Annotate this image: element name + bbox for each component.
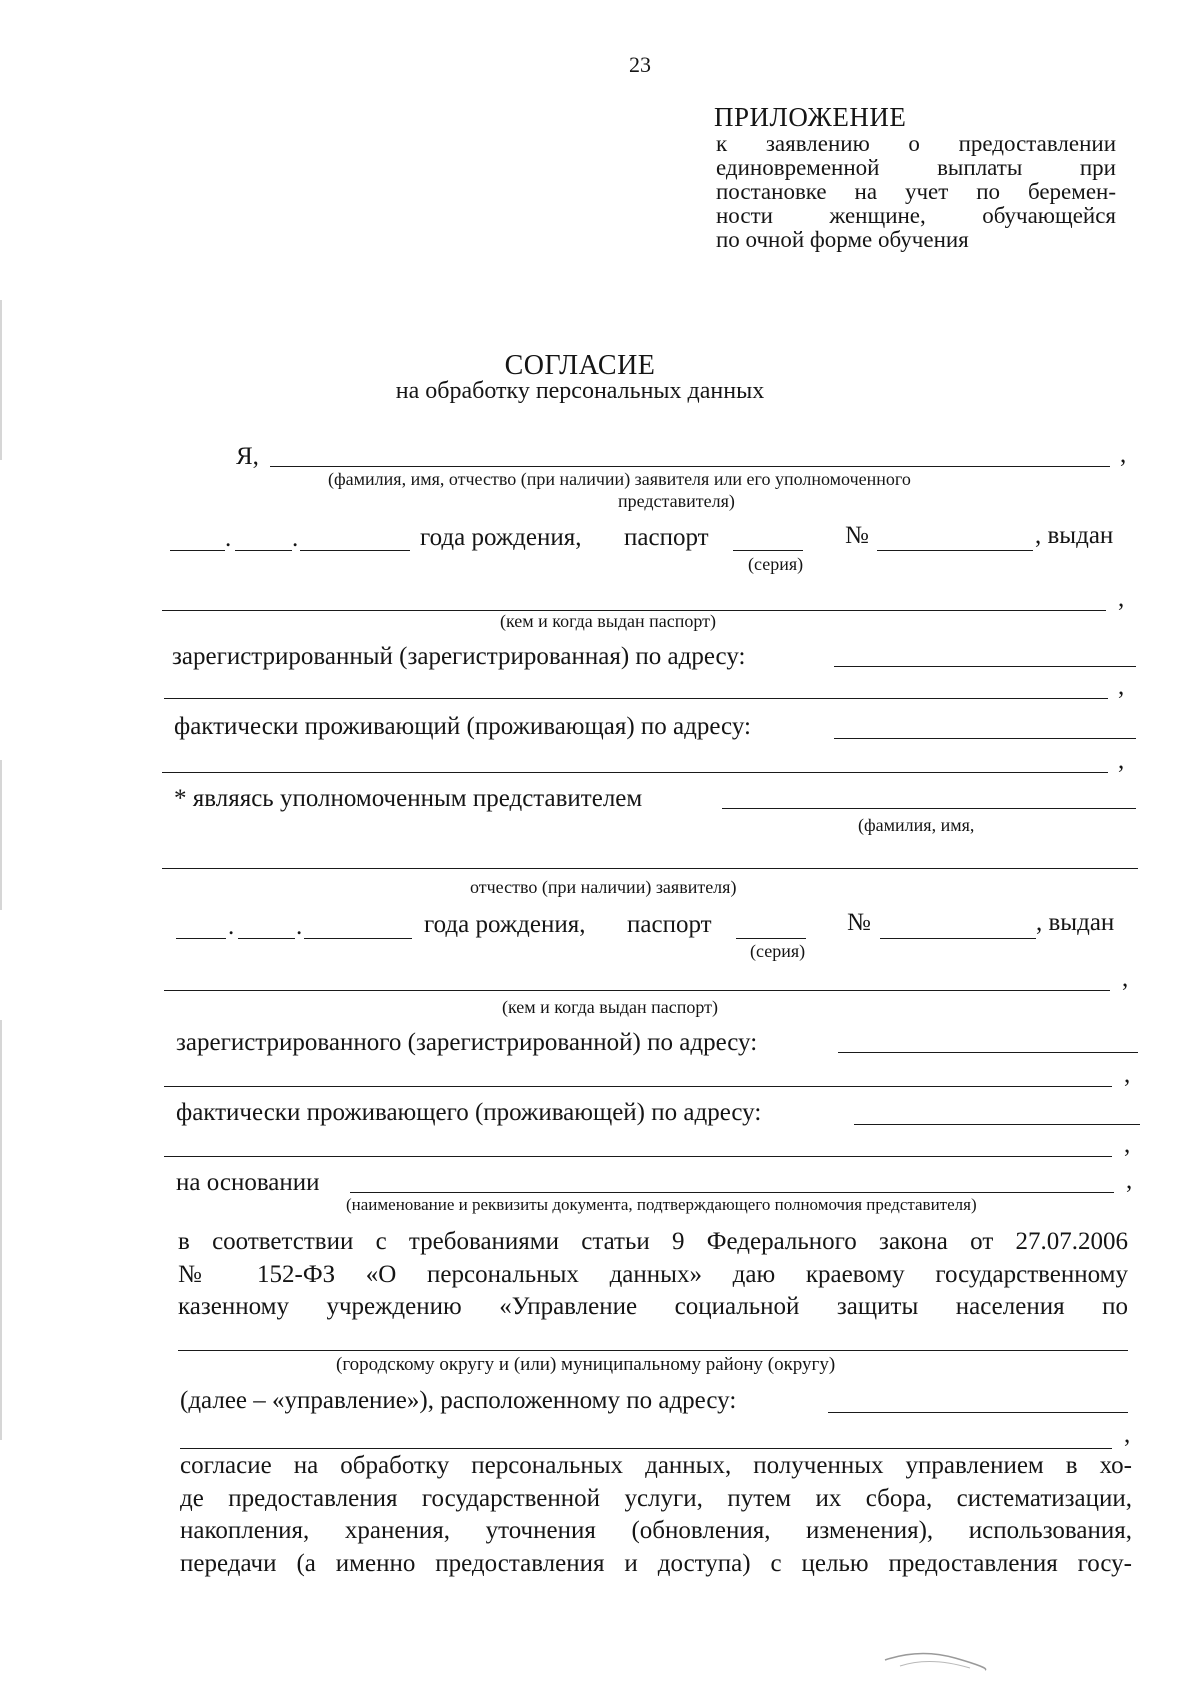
representative-fio-field[interactable] [722, 808, 1136, 809]
rep-issued-by-field[interactable] [164, 990, 1110, 991]
comma: , [1124, 1421, 1131, 1448]
rep-birth-year-field[interactable] [304, 938, 412, 939]
authority-address-field-2[interactable] [180, 1448, 1112, 1449]
document-title: СОГЛАСИЕ [504, 350, 656, 381]
address-label: (далее – «управление»), расположенному по адресу: [180, 1387, 737, 1414]
appendix-line: единовременной выплаты при [716, 155, 1116, 180]
issued-label: , выдан [1035, 522, 1114, 549]
comma: , [1122, 965, 1129, 992]
fio-caption: (фамилия, имя, отчество (при наличии) заявителя или его уполномоченного [328, 469, 911, 489]
rep-actual-address-field-2[interactable] [164, 1156, 1112, 1157]
rep-birth-day-field[interactable] [176, 938, 226, 939]
district-caption: (городскому округу и (или) муниципальному району (округу) [336, 1354, 836, 1375]
rep-registered-label: зарегистрированного (зарегистрированной) по адресу: [176, 1029, 758, 1056]
rep-registered-address-field[interactable] [838, 1052, 1138, 1053]
appendix-line: к заявлению о предоставлении [716, 131, 1116, 156]
appendix-line: постановке на учет по беремен- [716, 179, 1116, 204]
fio-caption: представителя) [618, 491, 735, 511]
rep-passport-series-field[interactable] [736, 938, 806, 939]
rep-issued-caption: (кем и когда выдан паспорт) [502, 997, 719, 1017]
body-line: № 152-ФЗ «О персональных данных» даю краевому государственному [178, 1260, 1128, 1288]
rep-registered-address-field-2[interactable] [164, 1086, 1112, 1087]
number-sign: № [847, 909, 871, 936]
district-field[interactable] [178, 1350, 1128, 1351]
series-caption: (серия) [748, 554, 804, 574]
scan-edge-mark [0, 1020, 2, 1440]
date-dot: . [228, 913, 235, 940]
representative-caption: отчество (при наличии) заявителя) [470, 877, 737, 897]
birth-label: года рождения, [420, 524, 582, 551]
actual-label: фактически проживающий (проживающая) по адресу: [174, 713, 751, 740]
passport-number-field[interactable] [877, 550, 1033, 551]
scan-smudge [880, 1640, 990, 1680]
date-dot: . [225, 525, 232, 552]
registered-address-field-2[interactable] [164, 698, 1108, 699]
body-line: накопления, хранения, уточнения (обновления, изменения), использования, [180, 1517, 1132, 1544]
basis-field[interactable] [350, 1192, 1114, 1193]
body-line: казенному учреждению «Управление социальной защиты населения по [178, 1293, 1128, 1320]
basis-label: на основании [176, 1169, 320, 1196]
consent-paragraph-1 [178, 1226, 1128, 1324]
appendix-line: ности женщине, обучающейся [716, 203, 1116, 228]
actual-address-field-2[interactable] [162, 772, 1108, 773]
representative-label: * являясь уполномоченным представителем [174, 785, 643, 812]
scan-edge-mark [0, 760, 2, 910]
basis-caption: (наименование и реквизиты документа, подтверждающего полномочия представителя) [346, 1195, 977, 1214]
passport-label: паспорт [624, 524, 709, 551]
representative-caption: (фамилия, имя, [858, 815, 975, 835]
comma: , [1124, 1061, 1131, 1088]
comma: , [1118, 585, 1125, 612]
representative-fio-field-2[interactable] [162, 868, 1138, 869]
registered-address-field[interactable] [834, 666, 1136, 667]
authority-address-field[interactable] [828, 1412, 1128, 1413]
fio-field[interactable] [270, 466, 1110, 467]
rep-passport-number-field[interactable] [880, 938, 1036, 939]
rep-birth-label: года рождения, [424, 911, 586, 938]
i-label: Я, [236, 443, 259, 470]
actual-address-field[interactable] [834, 738, 1136, 739]
comma: , [1118, 747, 1125, 774]
comma: , [1120, 441, 1127, 468]
date-dot: . [292, 525, 299, 552]
body-line: передачи (а именно предоставления и доступа) с целью предоставления госу- [180, 1549, 1132, 1577]
consent-paragraph-2 [180, 1450, 1132, 1580]
appendix-line: по очной форме обучения [716, 227, 969, 252]
page-number: 23 [629, 52, 651, 77]
rep-actual-address-field[interactable] [854, 1124, 1140, 1125]
rep-series-caption: (серия) [750, 941, 806, 961]
rep-actual-label: фактически проживающего (проживающей) по адресу: [176, 1099, 762, 1126]
birth-day-field[interactable] [170, 550, 225, 551]
rep-issued-label: , выдан [1036, 909, 1115, 936]
issued-caption: (кем и когда выдан паспорт) [500, 611, 717, 631]
appendix-text [716, 132, 1116, 252]
rep-passport-label: паспорт [627, 911, 712, 938]
appendix-title: ПРИЛОЖЕНИЕ [714, 102, 907, 132]
birth-month-field[interactable] [235, 550, 292, 551]
comma: , [1124, 1131, 1131, 1158]
comma: , [1118, 673, 1125, 700]
date-dot: . [296, 913, 303, 940]
comma: , [1126, 1167, 1133, 1194]
number-sign: № [845, 522, 869, 549]
body-line: де предоставления государственной услуги, путем их сбора, систематизации, [180, 1484, 1132, 1512]
body-line: согласие на обработку персональных данных, полученных управлением в хо- [180, 1452, 1132, 1479]
document-subtitle: на обработку персональных данных [395, 378, 765, 404]
birth-year-field[interactable] [300, 550, 410, 551]
registered-label: зарегистрированный (зарегистрированная) по адресу: [172, 643, 746, 670]
rep-birth-month-field[interactable] [238, 938, 295, 939]
passport-series-field[interactable] [733, 550, 803, 551]
body-line: в соответствии с требованиями статьи 9 Федерального закона от 27.07.2006 [178, 1228, 1128, 1255]
